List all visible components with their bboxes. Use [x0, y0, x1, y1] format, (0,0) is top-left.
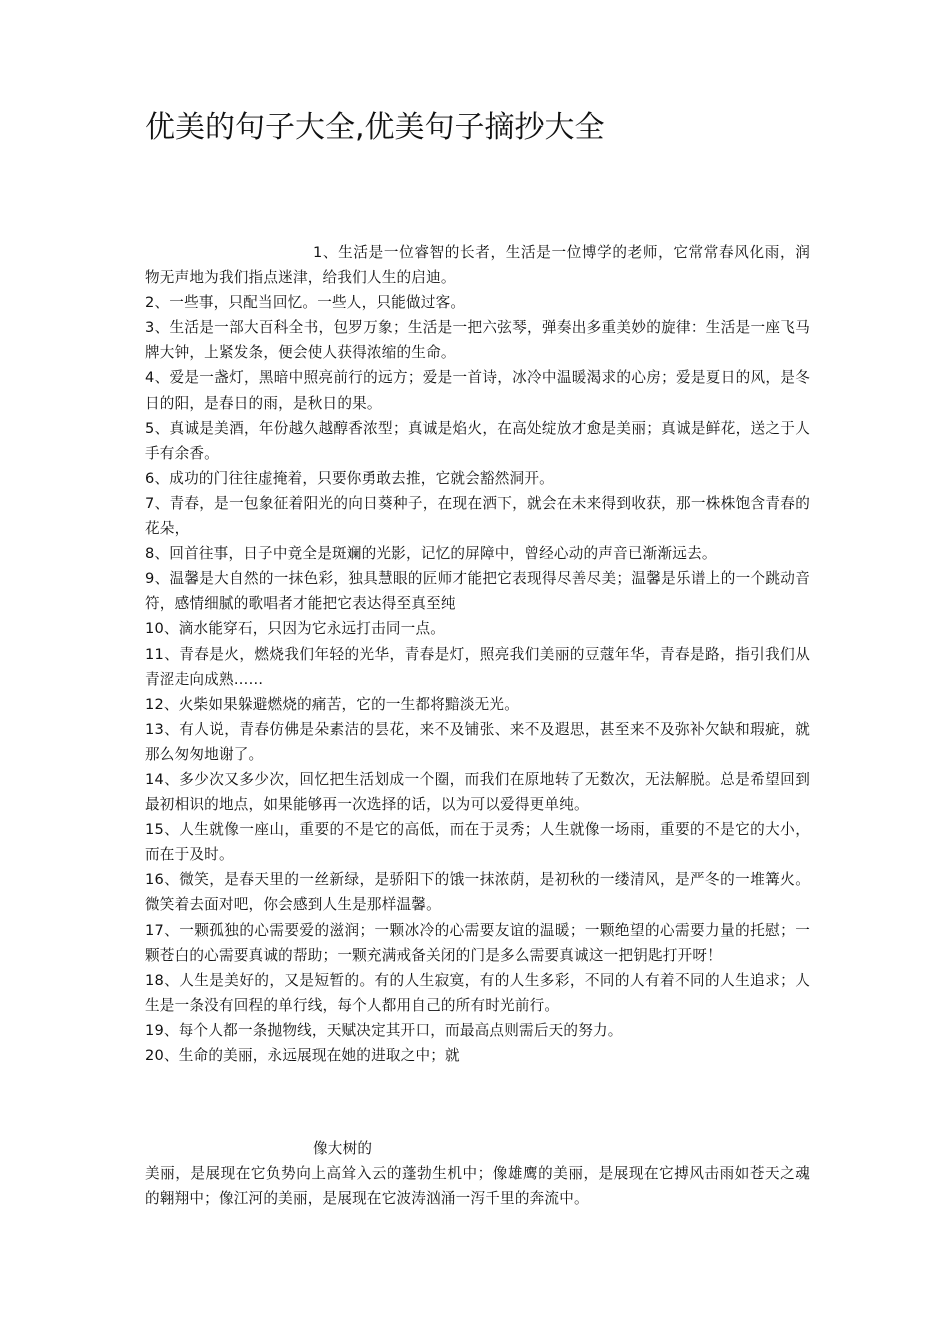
continuation-text: 美丽，是展现在它负势向上高耸入云的蓬勃生机中；像雄鹰的美丽，是展现在它搏风击雨如苍天之魂的翱翔中；像江河的美丽，是展现在它波涛汹涌一泻千里的奔流中。 — [145, 1165, 810, 1208]
paragraph-7: 7、青春，是一包象征着阳光的向日葵种子，在现在洒下，就会在未来得到收获，那一株株饱含青春的花朵， — [145, 494, 810, 538]
paragraph-10: 10、滴水能穿石，只因为它永远打击同一点。 — [145, 620, 446, 638]
paragraph-18: 18、人生是美好的，又是短暂的。有的人生寂寞，有的人生多彩，不同的人有着不同的人生追求；人生是一条没有回程的单行线，每个人都用自己的所有时光前行。 — [145, 971, 810, 1014]
paragraph-4: 4、爱是一盏灯，黑暗中照亮前行的远方；爱是一首诗，冰冷中温暖渴求的心房；爱是夏日的风，是冬日的阳，是春日的雨，是秋日的果。 — [145, 369, 810, 412]
paragraph-15: 15、人生就像一座山，重要的不是它的高低，而在于灵秀；人生就像一场雨，重要的不是它的大小，而在于及时。 — [145, 821, 810, 864]
document-title: 优美的句子大全,优美句子摘抄大全 — [145, 110, 605, 145]
paragraph-19: 19、每个人都一条抛物线，天赋决定其开口，而最高点则需后天的努力。 — [145, 1021, 623, 1039]
paragraph-20: 20、生命的美丽，永远展现在她的进取之中；就 — [145, 1047, 460, 1064]
paragraph-5: 5、真诚是美酒，年份越久越醇香浓型；真诚是焰火，在高处绽放才愈是美丽；真诚是鲜花，送之于人手有余香。 — [145, 419, 810, 462]
paragraph-14: 14、多少次又多少次，回忆把生活划成一个圈，而我们在原地转了无数次，无法解脱。总是希望回到最初相识的地点，如果能够再一次选择的话，以为可以爱得更单纯。 — [145, 770, 810, 814]
paragraph-8: 8、回首往事，日子中竟全是斑斓的光影，记忆的屏障中，曾经心动的声音已渐渐远去。 — [145, 545, 717, 563]
paragraph-16: 16、微笑，是春天里的一丝新绿，是骄阳下的饿一抹浓荫，是初秋的一缕清风，是严冬的一堆篝火。微笑着去面对吧，你会感到人生是那样温馨。 — [145, 871, 810, 914]
paragraph-13: 13、有人说，青春仿佛是朵素洁的昙花，来不及铺张、来不及遐思，甚至来不及弥补欠缺和瑕疵，就那么匆匆地谢了。 — [145, 720, 810, 763]
paragraph-1: 1、生活是一位睿智的长者，生活是一位博学的老师，它常常春风化雨，润物无声地为我们指点迷津，给我们人生的启迪。 — [145, 244, 810, 287]
paragraph-9: 9、温馨是大自然的一抹色彩，独具慧眼的匠师才能把它表现得尽善尽美；温馨是乐谱上的一个跳动音符，感情细腻的歌唱者才能把它表达得至真至纯 — [145, 570, 810, 613]
document-body — [145, 240, 810, 1068]
continuation-heading: 像大树的 — [313, 1140, 373, 1157]
paragraph-12: 12、火柴如果躲避燃烧的痛苦，它的一生都将黯淡无光。 — [145, 695, 520, 713]
paragraph-17: 17、一颗孤独的心需要爱的滋润；一颗冰冷的心需要友谊的温暖；一颗绝望的心需要力量的托慰；一颗苍白的心需要真诚的帮助；一颗充满戒备关闭的门是多么需要真诚这一把钥匙打开呀！ — [145, 921, 810, 964]
paragraph-11: 11、青春是火，燃烧我们年轻的光华，青春是灯，照亮我们美丽的豆蔻年华，青春是路，指引我们从青涩走向成熟…… — [145, 645, 810, 688]
paragraph-3: 3、生活是一部大百科全书，包罗万象；生活是一把六弦琴，弹奏出多重美妙的旋律：生活是一座飞马牌大钟，上紧发条，便会使人获得浓缩的生命。 — [145, 319, 810, 362]
continuation-block — [145, 1136, 810, 1211]
paragraph-2: 2、一些事，只配当回忆。一些人，只能做过客。 — [145, 294, 466, 312]
paragraph-6: 6、成功的门往往虚掩着，只要你勇敢去推，它就会豁然洞开。 — [145, 469, 554, 487]
